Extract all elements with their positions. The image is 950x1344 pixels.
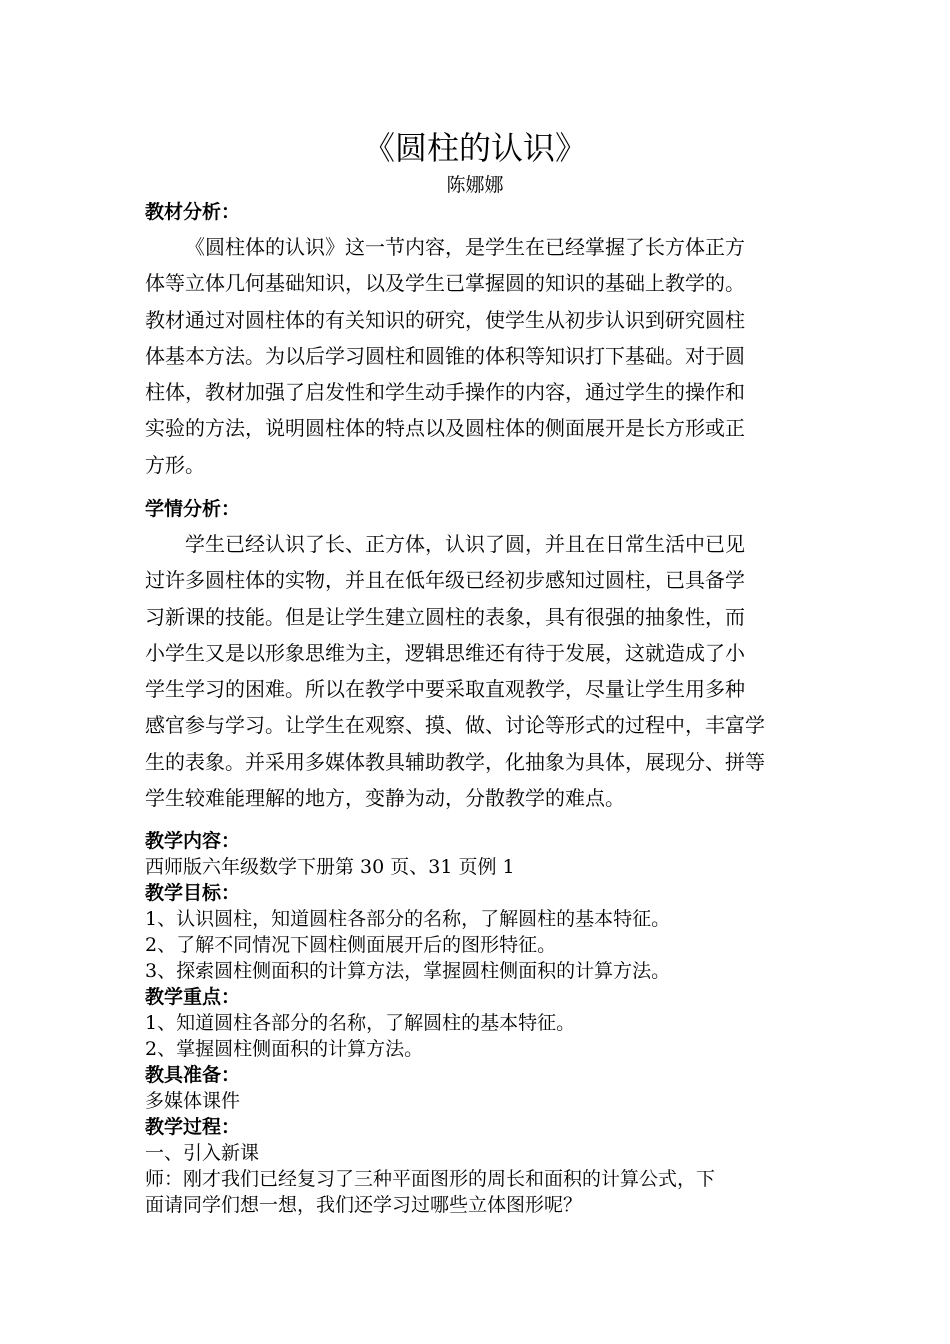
process-text-line: 师：刚才我们已经复习了三种平面图形的周长和面积的计算公式，下: [145, 1168, 716, 1190]
text-line: 学生学习的困难。所以在教学中要采取直观教学，尽量让学生用多种: [145, 677, 745, 702]
key-point-item: 1、知道圆柱各部分的名称，了解圆柱的基本特征。: [145, 1012, 576, 1034]
goal-item: 2、了解不同情况下圆柱侧面展开后的图形特征。: [145, 934, 557, 956]
heading-material-analysis: 教材分析：: [145, 201, 241, 223]
document-author: 陈娜娜: [446, 174, 504, 196]
text-line: 体等立体几何基础知识，以及学生已掌握圆的知识的基础上教学的。: [145, 271, 745, 296]
process-text-line: 面请同学们想一想，我们还学习过哪些立体图形呢？: [145, 1194, 583, 1216]
text-line: 感官参与学习。让学生在观察、摸、做、讨论等形式的过程中，丰富学: [145, 713, 765, 738]
text-line: 方形。: [145, 452, 205, 477]
heading-teaching-goals: 教学目标：: [145, 882, 241, 904]
heading-teaching-content: 教学内容：: [145, 830, 241, 852]
document-title: 《圆柱的认识》: [362, 129, 587, 167]
heading-teaching-process: 教学过程：: [145, 1116, 241, 1138]
heading-key-points: 教学重点：: [145, 986, 241, 1008]
text-line: 教材通过对圆柱体的有关知识的研究，使学生从初步认识到研究圆柱: [145, 307, 745, 332]
goal-item: 1、认识圆柱，知道圆柱各部分的名称，了解圆柱的基本特征。: [145, 908, 671, 930]
text-line: 学生已经认识了长、正方体，认识了圆，并且在日常生活中已见: [185, 532, 745, 556]
teaching-tools-text: 多媒体课件: [145, 1090, 241, 1112]
paragraph-student-analysis: [145, 526, 811, 816]
text-line: 实验的方法，说明圆柱体的特点以及圆柱体的侧面展开是长方形或正: [145, 416, 745, 441]
key-point-item: 2、掌握圆柱侧面积的计算方法。: [145, 1038, 424, 1060]
text-line: 过许多圆柱体的实物，并且在低年级已经初步感知过圆柱，已具备学: [145, 568, 745, 593]
goal-item: 3、探索圆柱侧面积的计算方法，掌握圆柱侧面积的计算方法。: [145, 960, 671, 982]
text-line: 体基本方法。为以后学习圆柱和圆锥的体积等知识打下基础。对于圆: [145, 343, 745, 368]
text-line: 《圆柱体的认识》这一节内容，是学生在已经掌握了长方体正方: [185, 235, 745, 259]
text-line: 学生较难能理解的地方，变静为动，分散教学的难点。: [145, 786, 625, 811]
paragraph-material-analysis: [145, 229, 811, 483]
heading-teaching-tools: 教具准备：: [145, 1064, 241, 1086]
text-line: 小学生又是以形象思维为主，逻辑思维还有待于发展，这就造成了小: [145, 640, 745, 665]
text-line: 习新课的技能。但是让学生建立圆柱的表象，具有很强的抽象性，而: [145, 604, 745, 629]
process-step-title: 一、引入新课: [145, 1142, 260, 1164]
text-line: 柱体，教材加强了启发性和学生动手操作的内容，通过学生的操作和: [145, 380, 745, 405]
heading-student-analysis: 学情分析：: [145, 498, 241, 520]
text-line: 生的表象。并采用多媒体教具辅助教学，化抽象为具体，展现分、拼等: [145, 749, 765, 774]
teaching-content-text: 西师版六年级数学下册第 30 页、31 页例 1: [145, 856, 515, 878]
